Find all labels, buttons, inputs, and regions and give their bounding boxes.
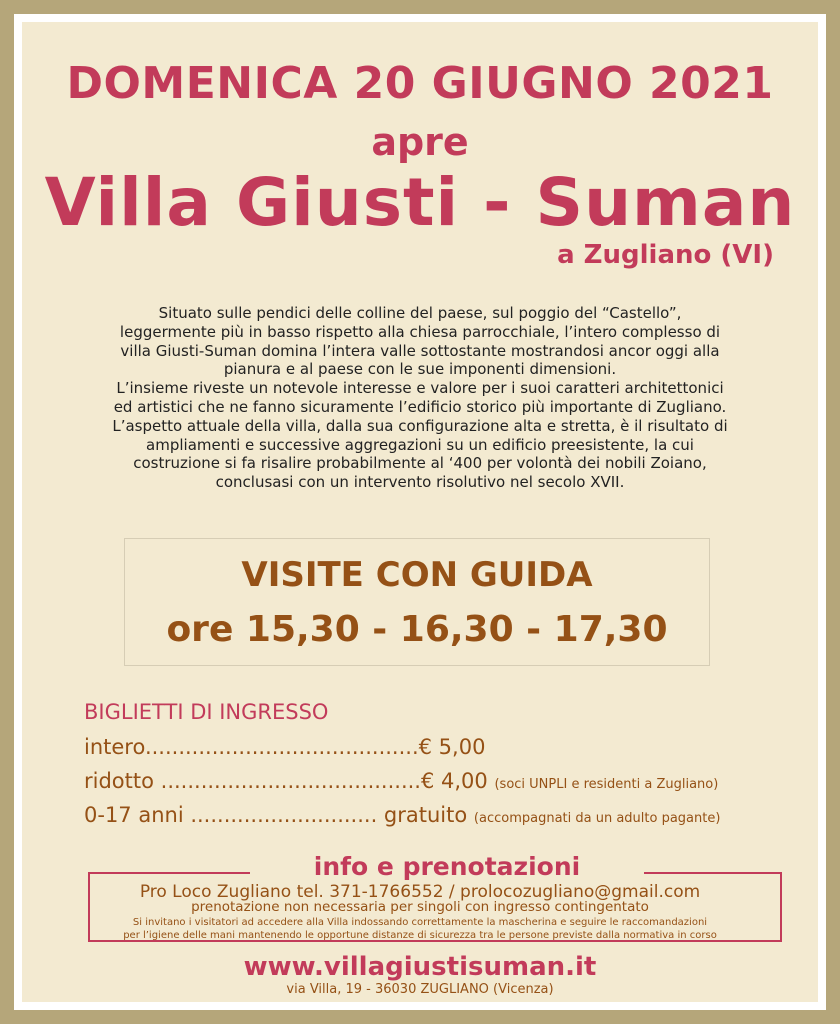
tickets-heading: BIGLIETTI DI INGRESSO xyxy=(84,700,329,724)
description-line: costruzione si fa risalire probabilmente al ‘400 per volontà dei nobili Zoiano, xyxy=(133,454,707,473)
info-box-top-right-border xyxy=(644,872,780,874)
ticket-note: (accompagnati da un adulto pagante) xyxy=(473,811,721,826)
info-box-top-left-border xyxy=(88,872,250,874)
description-line: ampliamenti e successive aggregazioni su un edificio preesistente, la cui xyxy=(146,435,694,454)
contact-info: Pro Loco Zugliano tel. 371-1766552 / prolocozugliano@gmail.com xyxy=(139,882,701,902)
ticket-label: ridotto .......................................€ 4,00 xyxy=(84,769,488,793)
booking-note: prenotazione non necessaria per singoli con ingresso contingentato xyxy=(191,899,649,915)
opens-label: apre xyxy=(371,120,469,164)
description-line: villa Giusti-Suman domina l’intera valle sottostante mostrandosi ancor oggi alla xyxy=(120,341,720,360)
ticket-label: 0-17 anni ............................ gratuito xyxy=(84,803,468,827)
description-line: L’insieme riveste un notevole interesse e valore per i suoi caratteri architettonici xyxy=(116,379,724,398)
description-line: Situato sulle pendici delle colline del paese, sul poggio del “Castello”, xyxy=(158,304,682,322)
description-line: ed artistici che ne fanno sicuramente l’edificio storico più importante di Zugliano. xyxy=(113,397,727,416)
villa-title: Villa Giusti - Suman xyxy=(44,164,796,241)
tickets-section xyxy=(84,700,784,832)
guided-visits-box xyxy=(124,538,710,666)
ticket-note: (soci UNPLI e residenti a Zugliano) xyxy=(494,777,719,792)
event-date: DOMENICA 20 GIUGNO 2021 xyxy=(66,58,774,109)
description-line: leggermente più in basso rispetto alla chiesa parrocchiale, l’intero complesso di xyxy=(119,322,721,341)
villa-description xyxy=(82,304,758,492)
description-line: L’aspetto attuale della villa, dalla sua configurazione alta e stretta, è il risultato di xyxy=(112,416,728,435)
info-title: info e prenotazioni xyxy=(313,852,581,881)
description-line: conclusasi con un intervento risolutivo nel secolo XVII. xyxy=(215,473,625,492)
guided-visits-times: ore 15,30 - 16,30 - 17,30 xyxy=(166,609,668,650)
ticket-row-reduced xyxy=(84,764,784,798)
guided-visits-title: VISITE CON GUIDA xyxy=(241,555,593,595)
ticket-row-full xyxy=(84,730,784,764)
ticket-row-free xyxy=(84,798,784,832)
address: via Villa, 19 - 36030 ZUGLIANO (Vicenza) xyxy=(286,982,554,997)
website-link[interactable]: www.villagiustisuman.it xyxy=(243,952,597,982)
event-poster xyxy=(22,22,818,1002)
location-subtitle: a Zugliano (VI) xyxy=(557,240,774,270)
safety-notice-line: Si invitano i visitatori ad accedere alla Villa indossando correttamente la mascherina e seguire le raccomandazioni xyxy=(132,917,708,928)
safety-notice xyxy=(22,916,818,942)
description-line: pianura e al paese con le sue imponenti dimensioni. xyxy=(223,360,617,379)
safety-notice-line: per l’igiene delle mani mantenendo le opportune distanze di sicurezza tra le persone previste dalla normativa in corso xyxy=(123,930,717,941)
ticket-label: intero.........................................€ 5,00 xyxy=(84,735,486,759)
